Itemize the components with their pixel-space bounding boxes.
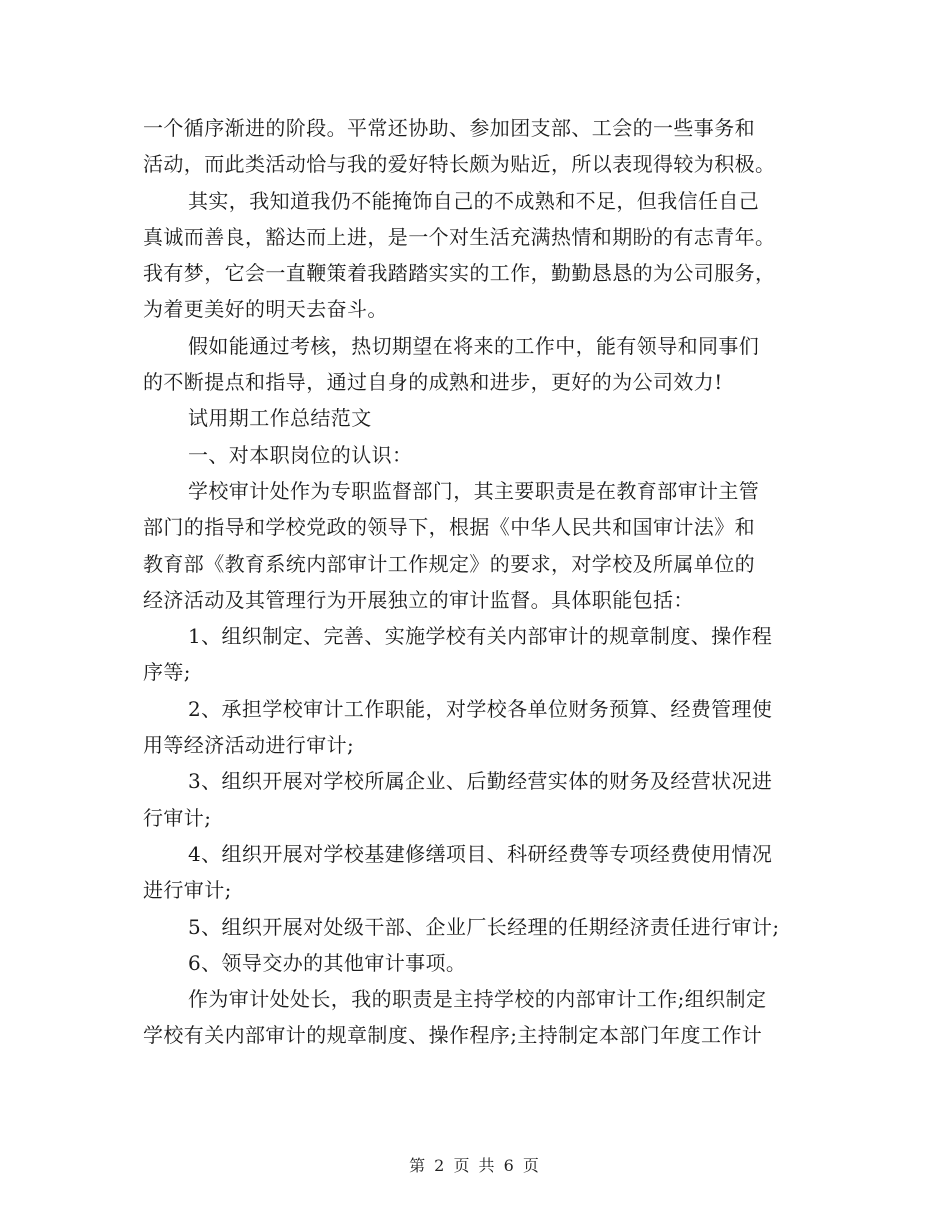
text-line: 试用期工作总结范文 bbox=[188, 406, 372, 431]
body-text bbox=[143, 110, 813, 1054]
text-line: 1、组织制定、完善、实施学校有关内部审计的规章制度、操作程 bbox=[188, 624, 773, 649]
text-line: 的不断提点和指导，通过自身的成熟和进步，更好的为公司效力! bbox=[143, 370, 723, 395]
text-line: 为着更美好的明天去奋斗。 bbox=[143, 297, 388, 322]
text-line: 用等经济活动进行审计; bbox=[143, 733, 355, 758]
text-line: 6、领导交办的其他审计事项。 bbox=[188, 950, 467, 975]
text-line: 学校审计处作为专职监督部门，其主要职责是在教育部审计主管 bbox=[188, 478, 760, 503]
text-line: 假如能通过考核，热切期望在将来的工作中，能有领导和同事们 bbox=[188, 333, 760, 358]
text-line: 5、组织开展对处级干部、企业厂长经理的任期经济责任进行审计; bbox=[188, 914, 780, 939]
text-line: 经济活动及其管理行为开展独立的审计监督。具体职能包括： bbox=[143, 587, 694, 612]
text-line: 一个循序渐进的阶段。平常还协助、参加团支部、工会的一些事务和 bbox=[143, 116, 755, 140]
text-line: 真诚而善良，豁达而上进，是一个对生活充满热情和期盼的有志青年。 bbox=[143, 224, 776, 249]
text-line: 学校有关内部审计的规章制度、操作程序;主持制定本部门年度工作计 bbox=[143, 1023, 763, 1048]
text-line: 活动，而此类活动恰与我的爱好特长颇为贴近，所以表现得较为积极。 bbox=[143, 152, 776, 177]
text-line: 作为审计处处长，我的职责是主持学校的内部审计工作;组织制定 bbox=[188, 987, 767, 1012]
text-line: 我有梦，它会一直鞭策着我踏踏实实的工作，勤勤恳恳的为公司服务， bbox=[143, 261, 776, 286]
text-line: 4、组织开展对学校基建修缮项目、科研经费等专项经费使用情况 bbox=[188, 841, 773, 866]
text-line: 教育部《教育系统内部审计工作规定》的要求，对学校及所属单位的 bbox=[143, 551, 755, 576]
page-number-footer: 第 2 页 共 6 页 bbox=[409, 1156, 541, 1175]
text-line: 进行审计; bbox=[143, 878, 232, 903]
text-line: 一、对本职岗位的认识： bbox=[188, 442, 413, 467]
text-line: 3、组织开展对学校所属企业、后勤经营实体的财务及经营状况进 bbox=[188, 769, 773, 794]
text-line: 其实，我知道我仍不能掩饰自己的不成熟和不足，但我信任自己 bbox=[188, 188, 760, 213]
text-line: 序等; bbox=[143, 660, 191, 685]
text-line: 2、承担学校审计工作职能，对学校各单位财务预算、经费管理使 bbox=[188, 696, 773, 721]
text-line: 部门的指导和学校党政的领导下，根据《中华人民共和国审计法》和 bbox=[143, 515, 755, 540]
text-line: 行审计; bbox=[143, 805, 212, 830]
